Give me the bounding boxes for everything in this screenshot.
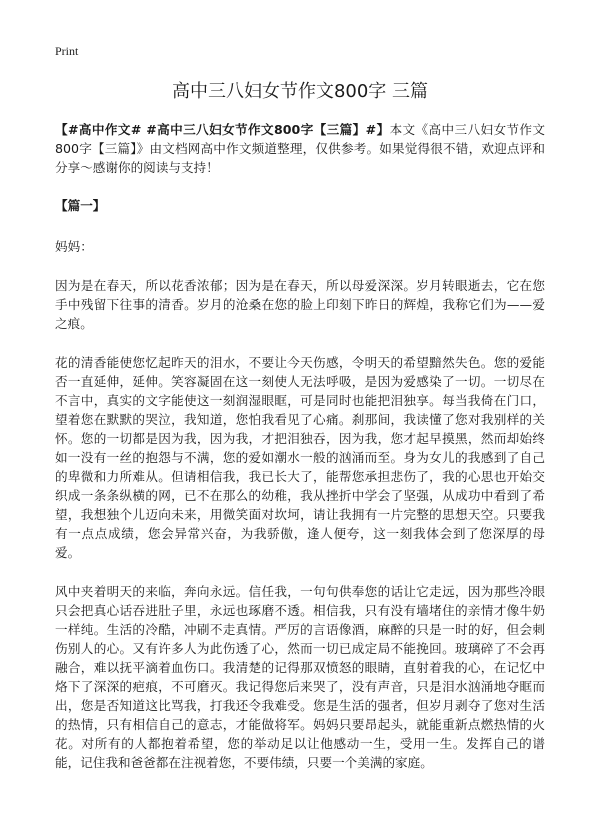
section-heading: 【篇一】 <box>55 198 106 213</box>
page-title: 高中三八妇女节作文800字 三篇 <box>171 81 429 102</box>
intro-paragraph <box>55 120 545 177</box>
intro-tags: 【#高中作文# #高中三八妇女节作文800字【三篇】#】 <box>55 122 390 137</box>
body-paragraph-3: 风中夹着明天的来临，奔向永远。信任我，一句句供奉您的话让它走远，因为那些冷眼只会把真心话吞进肚子里，永远也琢磨不透。相信我，只有没有墙堵住的亲情才像牛奶一样纯。生活的冷酷，冲刷不走真情。严厉的言语像酒，麻醉的只是一时的好，但会刺伤别人的心。又有许多人为此伤透了心，然而一切已成定局不能挽回。玻璃碎了不会再融合，难以抚平滴着血伤口。我清楚的记得那双愤怒的眼睛，直射着我的心，在记忆中烙下了深深的疤痕，不可磨灭。我记得您后来哭了，没有声音，只是泪水汹涌地夺眶而出，您是否知道这比骂我，打我还令我难受。您是生活的强者，但岁月剥夺了您对生活的热情，只有相信自己的意志，才能做将军。妈妈只要昂起头，就能重新点燃热情的火花。对所有的人都抱着希望，您的举动足以让他感动一生，受用一生。发挥自己的谱能，记住我和爸爸都在注视着您，不要伟绩，只要一个美满的家庭。 <box>55 584 545 770</box>
article-body <box>55 120 545 772</box>
body-paragraph-1: 因为是在春天，所以花香浓郁；因为是在春天，所以母爱深深。岁月转眼逝去，它在您手中残留下往事的清香。岁月的沧桑在您的脸上印刻下昨日的辉煌，我称它们为——爱之痕。 <box>55 278 545 331</box>
intro-text: 本文《高中三八妇女节作文800字【三篇】》由文档网高中作文频道整理，仅供参考。如果觉得很不错，欢迎点评和分享～感谢你的阅读与支持！ <box>55 122 545 175</box>
print-link[interactable]: Print <box>55 44 79 58</box>
body-paragraph-2: 花的清香能使您忆起昨天的泪水，不要让今天伤感，令明天的希望黯然失色。您的爱能否一直延伸，延伸。笑容凝固在这一刻使人无法呼吸，是因为爱感染了一切。一切尽在不言中，真实的文字能使这一刻润湿眼眶，可是同时也能把泪独享。每当我倚在门口，望着您在默默的哭泣，我知道，您怕我看见了心痛。刹那间，我读懂了您对我别样的关怀。您的一切都是因为我，因为我，才把泪独吞，因为我，您才起早摸黑，然而却始终如一没有一丝的抱怨与不满，您的爱如潮水一般的汹涌而至。身为女儿的我感到了自己的卑微和力所难从。但请相信我，我已长大了，能帮您承担悲伤了，我的心思也开始交织成一条条纵横的网，已不在那么的幼稚，我从挫折中学会了坚强，从成功中看到了希望，我想独个儿迈向未来，用微笑面对坎坷，请让我拥有一片完整的思想天空。只要我有一点点成绩，您会异常兴奋，为我骄傲，逢人便夸，这一刻我体会到了您深厚的母爱。 <box>55 355 545 560</box>
letter-greeting: 妈妈： <box>55 239 93 254</box>
